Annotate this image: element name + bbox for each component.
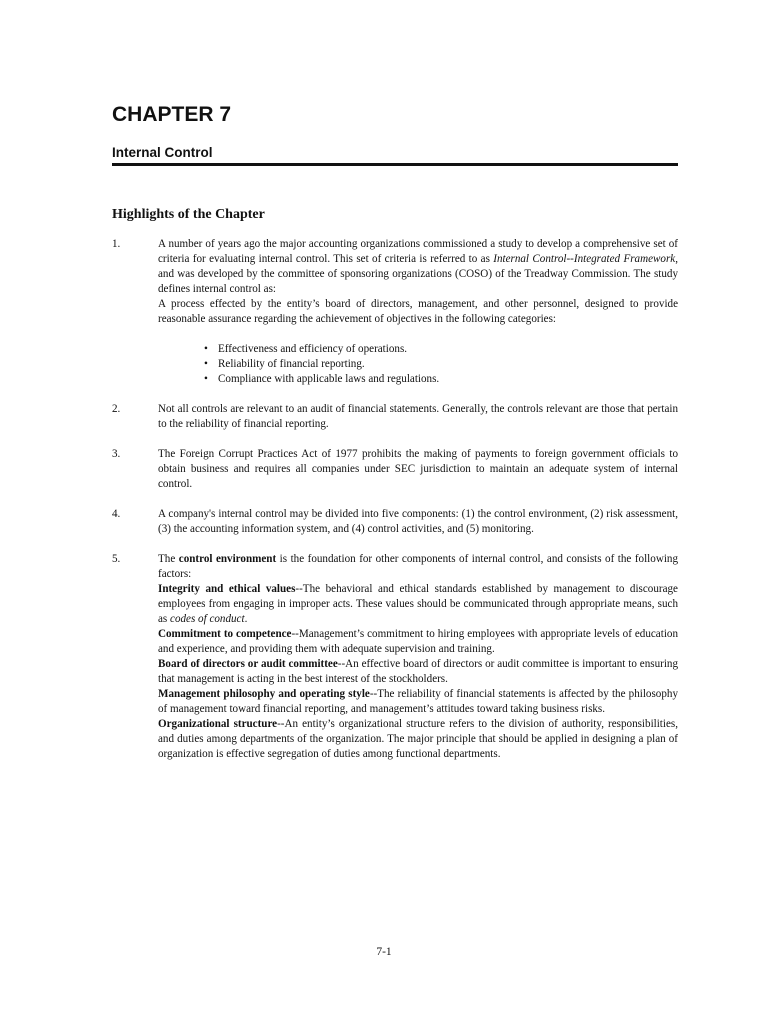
factor-term: Integrity and ethical values [158, 583, 296, 595]
title-rule [112, 163, 678, 166]
factor-term: Commitment to competence [158, 628, 292, 640]
bullet-item: • Reliability of financial reporting. [203, 357, 678, 372]
control-factor: Organizational structure--An entity’s organizational structure refers to the division of authority, responsibilities, and duties among departments of the organization. The major principle that should be applied in designing a plan of organization is effective segregation of duties among functional departments. [158, 718, 678, 760]
bold-term: control environment [178, 553, 277, 565]
chapter-subtitle: Internal Control [112, 145, 213, 160]
framework-title: Internal Control--Integrated Framework [493, 253, 676, 265]
factor-term: Organizational structure [158, 718, 278, 730]
list-item [112, 507, 678, 537]
item-text: The Foreign Corrupt Practices Act of 1977 prohibits the making of payments to foreign government officials to obtain business and requires all companies under SEC jurisdiction to maintain an adequate system of internal control. [158, 448, 678, 490]
control-factor: Board of directors or audit committee--An effective board of directors or audit committee is important to ensuring that management is acting in the best interest of the stockholders. [158, 658, 678, 685]
item-number: 2. [112, 403, 121, 415]
bullet-item: • Effectiveness and efficiency of operations. [203, 342, 678, 357]
highlights-list [112, 237, 678, 777]
highlights-heading: Highlights of the Chapter [112, 207, 265, 222]
factor-term: Board of directors or audit committee [158, 658, 338, 670]
item-text: A company's internal control may be divided into five components: (1) the control environment, (2) risk assessment, (3) the accounting information system, and (4) control activities, and (5) monitoring. [158, 508, 678, 535]
control-factor: Integrity and ethical values--The behavioral and ethical standards established by management to discourage employees from engaging in improper acts. These values should be communicated through appropriate means, such as codes of conduct. [158, 583, 678, 625]
list-item [112, 402, 678, 432]
item-text: A number of years ago the major accounting organizations commissioned a study to develop a comprehensive set of criteria for evaluating internal control. This set of criteria is referred to as Internal Control--Integrated Framework, and was developed by the committee of sponsoring organizations (COSO) of the Treadway Commission. The study defines internal control as: [158, 238, 678, 295]
objective-bullets [203, 342, 678, 387]
factor-term: Management philosophy and operating style [158, 688, 370, 700]
definition-quote: A process effected by the entity’s board of directors, management, and other personnel, designed to provide reasonable assurance regarding the achievement of objectives in the following categories: [158, 298, 678, 325]
item-text: The control environment is the foundation for other components of internal control, and consists of the following factors: [158, 553, 679, 580]
item-number: 3. [112, 448, 121, 460]
item-number: 1. [112, 238, 121, 250]
list-item [112, 447, 678, 492]
chapter-title: CHAPTER 7 [112, 103, 232, 126]
page-number: 7-1 [376, 946, 392, 958]
bullet-item: • Compliance with applicable laws and regulations. [203, 372, 678, 387]
list-item [112, 552, 678, 762]
item-number: 4. [112, 508, 121, 520]
list-item [112, 237, 678, 387]
item-number: 5. [112, 553, 121, 565]
control-factor: Commitment to competence--Management’s commitment to hiring employees with appropriate levels of education and experience, and providing them with adequate supervision and training. [158, 628, 678, 655]
control-factor: Management philosophy and operating style--The reliability of financial statements is affected by the philosophy of management toward financial reporting, and management’s attitudes toward taking business risks. [158, 688, 678, 715]
item-text: Not all controls are relevant to an audit of financial statements. Generally, the controls relevant are those that pertain to the reliability of financial reporting. [158, 403, 678, 430]
